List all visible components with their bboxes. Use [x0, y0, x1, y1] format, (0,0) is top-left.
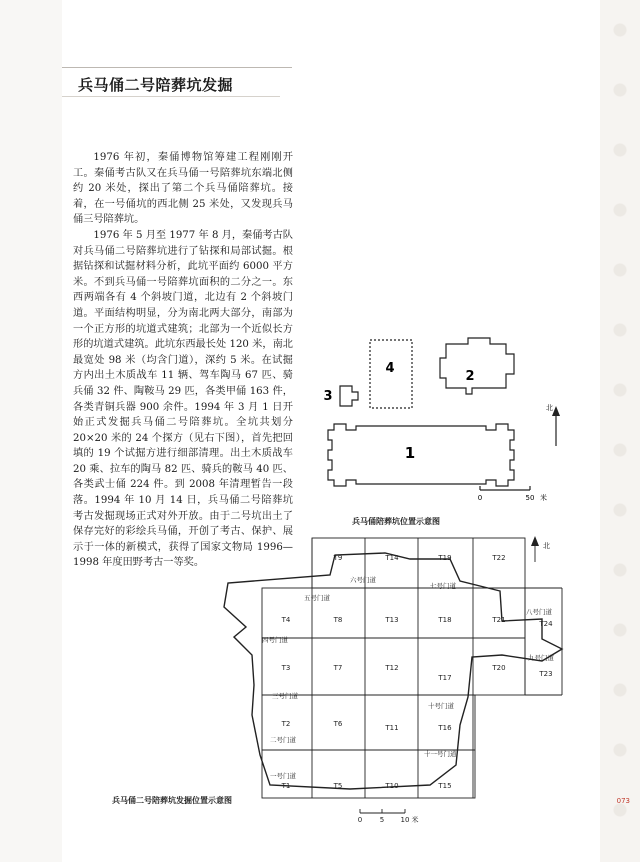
pit-2-label: 2 [465, 369, 475, 384]
cell-t10: T10 [385, 782, 399, 790]
cell-t5: T5 [333, 782, 343, 790]
cell-t7: T7 [333, 664, 343, 672]
cell-t9: T9 [333, 554, 343, 562]
scale2-unit: 米 [411, 816, 419, 824]
page-number: 073 [616, 797, 630, 805]
door-1: 一号门道 [270, 772, 296, 780]
scale2-10: 10 [400, 816, 410, 824]
cell-t13: T13 [385, 616, 399, 624]
paragraph-2: 1976 年 5 月至 1977 年 8 月，秦俑考古队对兵马俑二号陪葬坑进行了钻探和局部试掘。根据钻探和试掘材料分析，此坑平面约 6000 平方米。不到兵马俑一号陪葬坑面积的二分之一。东西两端各有 4 个斜坡门道，北边有 2 个斜坡门道。平面结构明显，分为南北两大部分，南部为一个正方形的坑道式建筑；北部为一个近似长方形的坑道式建筑。此坑东西最长处 120 米，南北最宽处 98 米（均含门道），深约 5 米。在试掘方内出土木质战车 11 辆、驾车陶马 67 匹、骑兵俑 32 件、陶鞍马 29 匹，各类甲俑 163 件，各类青铜兵器 900 余件。1994 年 3 月 1 日开始正式发掘兵马俑二号陪葬坑。全坑共划分 20×20 米的 24 个探方（见右下图），首先把回填的 19 个试掘方进行细部清理。出土木质战车 20 乘、拉车的陶马 82 匹、骑兵的鞍马 40 匹、各类武士俑 224 件。到 2008 年清理暂告一段落。1994 年 10 月 14 日，兵马俑二号陪葬坑考古发掘现场正式对外开放。由于二号坑出土了保存完好的彩绘兵马俑，开创了考古、保护、展示于一体的新模式，获得了国家文物局 1996—1998 年度田野考古一等奖。 [73, 229, 293, 569]
cell-t1: T1 [281, 782, 291, 790]
pit-1-label: 1 [404, 444, 416, 462]
cell-t23: T23 [539, 670, 553, 678]
north-arrow-icon [552, 406, 560, 416]
door-10: 十号门道 [428, 702, 454, 710]
cell-t11: T11 [385, 724, 399, 732]
paragraph-1: 1976 年初，秦俑博物馆筹建工程刚刚开工。秦俑考古队又在兵马俑一号陪葬坑东端北侧约 20 米处，探出了第二个兵马俑陪葬坑。接着，在一号俑坑的西北侧 25 米处，又发现兵马俑三号陪葬坑。 [73, 152, 293, 226]
door-7: 七号门道 [430, 582, 456, 590]
scale2-5: 5 [379, 816, 385, 824]
cell-t19: T19 [438, 554, 452, 562]
door-8: 八号门道 [526, 608, 552, 616]
cell-t2: T2 [281, 720, 291, 728]
cell-t20: T20 [492, 664, 506, 672]
pit-3-label: 3 [323, 389, 333, 404]
door-6: 六号门道 [350, 576, 376, 584]
cell-t22: T22 [492, 554, 506, 562]
left-margin-band [0, 0, 62, 862]
cell-t12: T12 [385, 664, 399, 672]
door-11: 十一号门道 [424, 750, 457, 758]
cell-t8: T8 [333, 616, 343, 624]
map2-caption: 兵马俑二号陪葬坑发掘位置示意图 [112, 795, 232, 805]
door-5: 五号门道 [304, 594, 330, 602]
pit-location-map [300, 330, 580, 510]
pit-3-outline [340, 386, 358, 406]
cell-t3: T3 [281, 664, 291, 672]
scale-0: 0 [477, 494, 483, 502]
cell-t18: T18 [438, 616, 452, 624]
cell-t21: T21 [492, 616, 506, 624]
door-9: 九号门道 [528, 654, 554, 662]
pit-2-outline [440, 338, 514, 394]
title-rule-top [62, 67, 292, 68]
pit-4-label: 4 [385, 361, 395, 376]
cell-t6: T6 [333, 720, 343, 728]
door-4: 四号门道 [262, 636, 288, 644]
pit-1-outline [328, 424, 514, 486]
map1-caption: 兵马俑陪葬坑位置示意图 [352, 516, 440, 526]
cell-t15: T15 [438, 782, 452, 790]
scale-unit: 米 [540, 494, 547, 502]
excavation-grid-map [200, 530, 580, 830]
cell-t16: T16 [438, 724, 452, 732]
cell-t4: T4 [281, 616, 291, 624]
north-label: 北 [543, 542, 550, 550]
title-rule-bottom [62, 96, 280, 97]
page-title: 兵马俑二号陪葬坑发掘 [78, 76, 234, 94]
door-3: 三号门道 [272, 692, 298, 700]
scale2-0: 0 [357, 816, 363, 824]
cell-t14: T14 [385, 554, 399, 562]
door-2: 二号门道 [270, 736, 296, 744]
body-text [73, 150, 293, 571]
north-label: 北 [546, 404, 553, 412]
decorative-edge-pattern [600, 0, 640, 862]
scale-50: 50 [525, 494, 535, 502]
cell-t24: T24 [539, 620, 553, 628]
north-arrow-icon [531, 536, 539, 546]
cell-t17: T17 [438, 674, 452, 682]
